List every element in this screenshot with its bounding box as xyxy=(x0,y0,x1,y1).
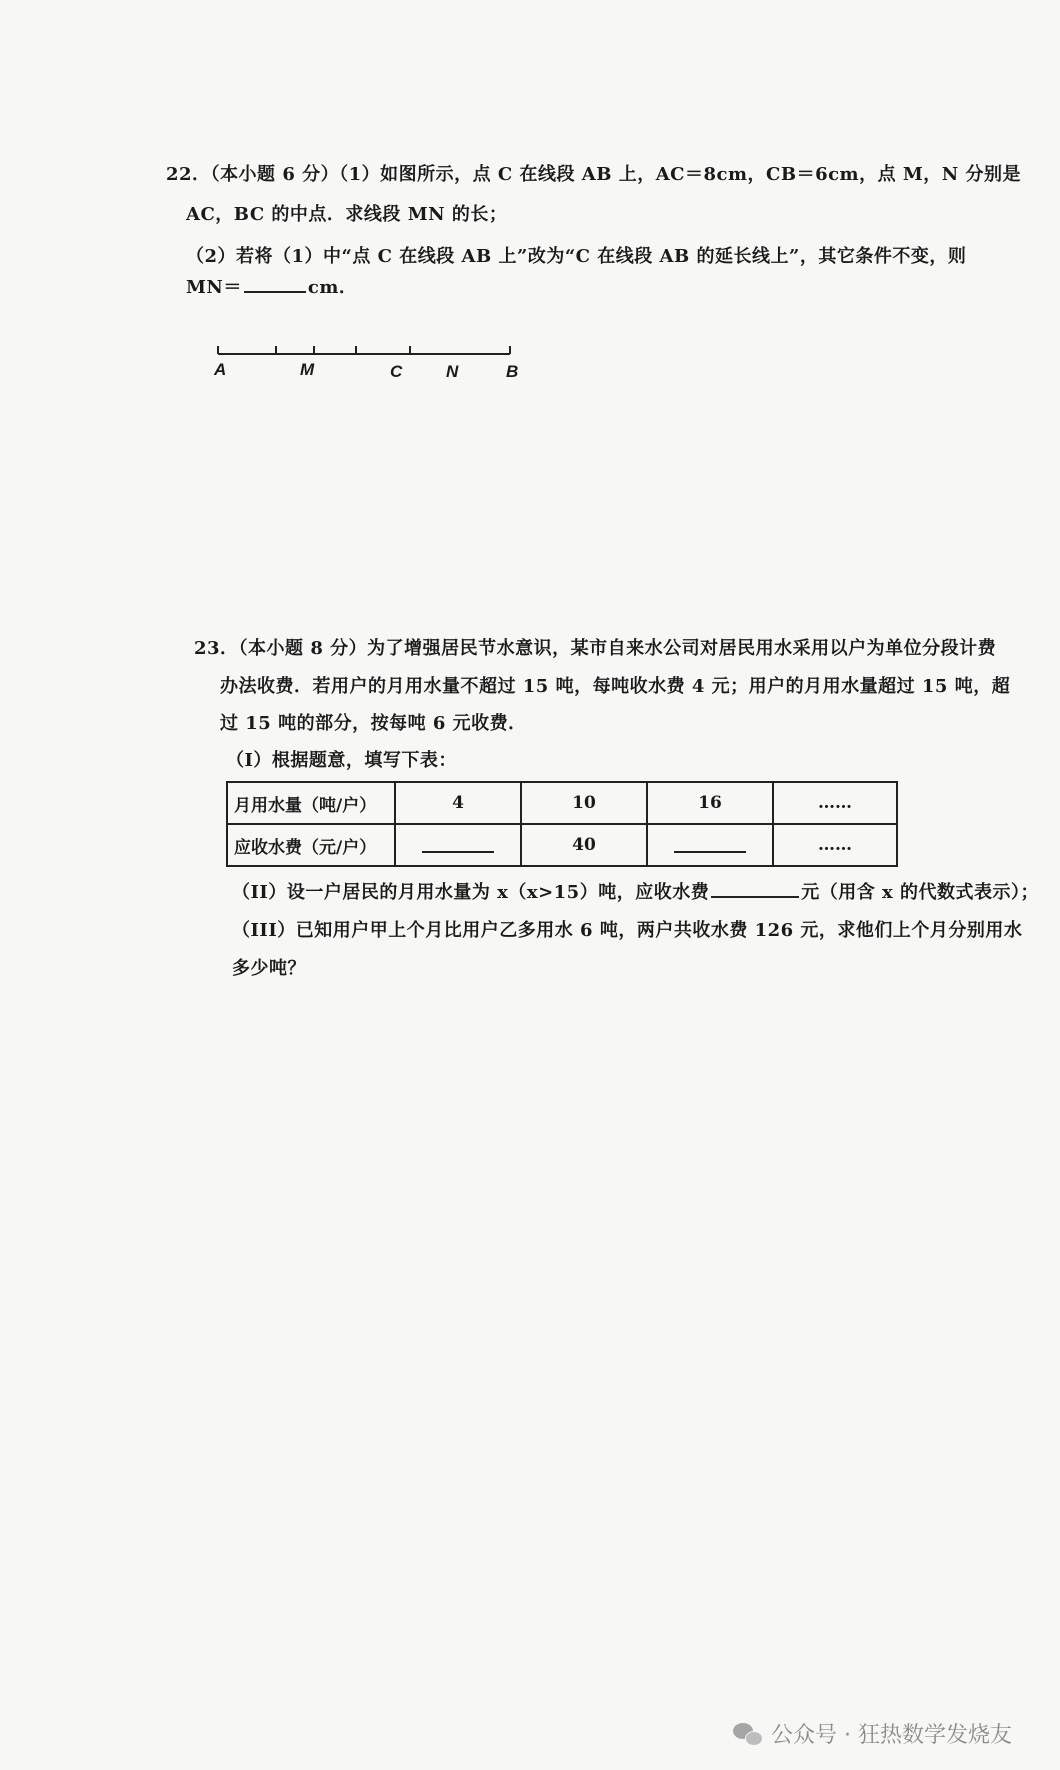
label-n: N xyxy=(446,362,459,381)
row2-answer-cell[interactable] xyxy=(395,824,521,866)
q23-part3-line2: 多少吨？ xyxy=(232,958,306,979)
footer-text: 公众号 · 狂热数学发烧友 xyxy=(771,1723,1012,1748)
label-a: A xyxy=(214,360,227,379)
row2-answer-cell[interactable] xyxy=(647,824,773,866)
table-row xyxy=(227,782,897,824)
row1-cell: 4 xyxy=(395,782,521,824)
table-row xyxy=(227,824,897,866)
fee-blank[interactable] xyxy=(422,833,494,853)
q23-part3-line1: （III）已知用户甲上个月比用户乙多用水 6 吨，两户共收水费 126 元，求他们上个月分别用水 xyxy=(232,920,1023,941)
q22-line4 xyxy=(186,273,357,299)
row2-header: 应收水费（元/户） xyxy=(227,824,395,866)
q22-mn-label: MN＝ xyxy=(186,277,242,298)
label-b: B xyxy=(506,362,519,381)
label-c: C xyxy=(390,362,403,381)
wechat-icon xyxy=(733,1722,763,1746)
row1-cell: …… xyxy=(773,782,897,824)
row1-cell: 10 xyxy=(521,782,647,824)
label-m: M xyxy=(300,360,315,379)
row2-cell: 40 xyxy=(521,824,647,866)
q22-line3: （2）若将（1）中“点 C 在线段 AB 上”改为“C 在线段 AB 的延长线上”，其它条件不变，则 xyxy=(186,246,967,267)
q23-part2 xyxy=(232,878,1039,904)
q23-line3: 过 15 吨的部分，按每吨 6 元收费． xyxy=(220,713,527,734)
q23-part2-blank[interactable] xyxy=(711,880,799,898)
row2-cell: …… xyxy=(773,824,897,866)
water-fee-table xyxy=(226,781,898,867)
q22-answer-blank[interactable] xyxy=(244,275,306,293)
q23-part2-prefix: （II）设一户居民的月用水量为 x（x>15）吨，应收水费 xyxy=(232,882,710,903)
q22-unit: cm． xyxy=(307,277,358,298)
q22-line1: 22．（本小题 6 分）（1）如图所示，点 C 在线段 AB 上，AC＝8cm，CB＝6cm，点 M，N 分别是 xyxy=(166,164,1022,185)
segment-svg xyxy=(214,340,514,380)
q23-line1: 23．（本小题 8 分）为了增强居民节水意识，某市自来水公司对居民用水采用以户为单位分段计费 xyxy=(194,638,997,659)
row1-header: 月用水量（吨/户） xyxy=(227,782,395,824)
row1-cell: 16 xyxy=(647,782,773,824)
q22-line2: AC，BC 的中点．求线段 MN 的长； xyxy=(186,204,508,225)
q23-line2: 办法收费．若用户的月用水量不超过 15 吨，每吨收水费 4 元；用户的月用水量超过 15 吨，超 xyxy=(220,676,1011,697)
q23-part2-suffix: 元（用含 x 的代数式表示）； xyxy=(801,882,1039,903)
segment-diagram xyxy=(214,340,519,384)
fee-blank[interactable] xyxy=(674,833,746,853)
q23-part1: （I）根据题意，填写下表： xyxy=(226,750,457,771)
footer-watermark xyxy=(733,1718,1012,1749)
